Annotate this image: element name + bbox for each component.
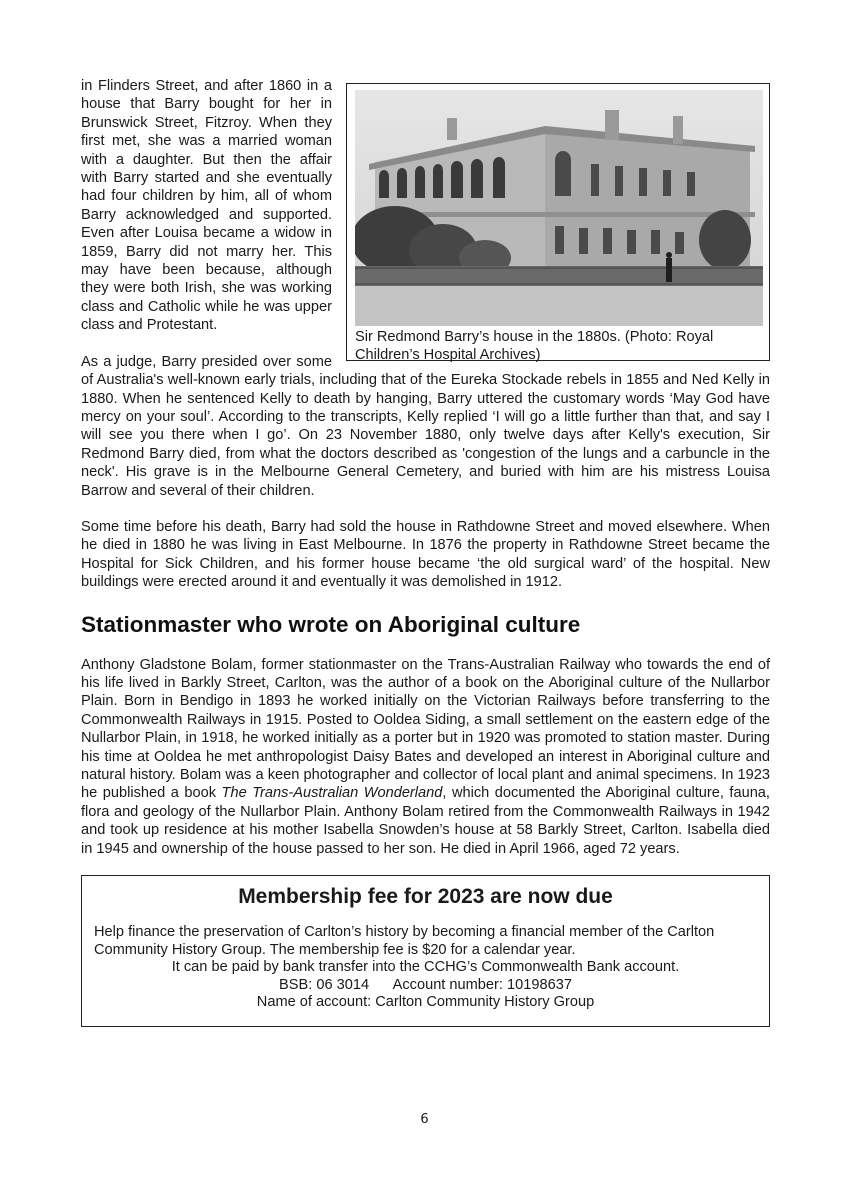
- membership-bank-details: BSB: 06 3014 Account number: 10198637: [279, 976, 572, 993]
- book-title: The Trans-Australian Wonderland: [221, 785, 443, 802]
- page-content: [81, 77, 770, 1027]
- membership-heading: Membership fee for 2023 are now due: [238, 885, 613, 909]
- figure-caption: Sir Redmond Barry’s house in the 1880s. (Photo: Royal Children’s Hospital Archives): [355, 329, 714, 363]
- membership-line-2: It can be paid by bank transfer into the CCHG’s Commonwealth Bank account.: [171, 959, 680, 976]
- page-number: 6: [420, 1112, 429, 1127]
- house-photo: [355, 90, 763, 326]
- paragraph-barry-louisa: in Flinders Street, and after 1860 in a house that Barry bought for her in Brunswick Street, Fitzroy. When they first met, she was a married woman with a daughter. But then the affair with Barry started and she eventually had four children by him, all of whom Barry acknowledged and supported. Even after Louisa became a widow in 1859, Barry did not marry her. This may have been because, although they were both Irish, she was working class and Catholic while he was upper class and Protestant.: [81, 78, 332, 334]
- membership-box: [81, 875, 770, 1027]
- paragraph-barry-judge: As a judge, Barry presided over some of Australia's well-known early trials, including that of the Eureka Stockade rebels in 1855 and Ned Kelly in 1880. When he sentenced Kelly to death by hanging, Barry uttered the customary words ‘May God have mercy on your soul’. According to the transcripts, Kelly replied ‘I will go a little further than that, and say I will see you there when I go’. On 23 November 1880, only twelve days after Kelly's execution, Sir Redmond Barry died, from what the doctors described as 'congestion of the lungs and a carbuncle in the neck'. His grave is in the Melbourne General Cemetery, and buried with him are his mistress Louisa Barrow and several of their children.: [81, 353, 770, 499]
- membership-account-name: Name of account: Carlton Community History Group: [256, 994, 595, 1011]
- membership-line-1: Help finance the preservation of Carlton’s history by becoming a financial member of the Carlton Community History Group. The membership fee is $20 for a calendar year.: [94, 924, 715, 958]
- paragraph-bolam: [81, 656, 770, 858]
- bolam-text-b: , which documented the Aboriginal culture, fauna, flora and geology of the Nullarbor Plain. Anthony Bolam retired from the Commonwealth Railways in 1942 and took up residence at his mother Isabella Snowden’s house at 58 Barkly Street, Carlton. Isabella died in 1945 and ownership of the house passed to her son. He died in April 1966, aged 72 years.: [81, 785, 770, 857]
- bolam-text-a: Anthony Gladstone Bolam, former stationmaster on the Trans-Australian Railway who towards the end of his life lived in Barkly Street, Carlton, was the author of a book on the Aboriginal culture of the Nullarbor Plain. Born in Bendigo in 1893 he worked initially on the Victorian Railways before transferring to the Commonwealth Railways in 1915. Posted to Ooldea Siding, a small settlement on the eastern edge of the Nullarbor Plain, in 1918, he worked initially as a porter but in 1920 was promoted to station master. During his time at Ooldea he met anthropologist Daisy Bates and developed an interest in Aboriginal culture and natural history. Bolam was a keen photographer and collector of local plant and animal specimens. In 1923 he published a book: [81, 656, 770, 802]
- paragraph-house-fate: Some time before his death, Barry had sold the house in Rathdowne Street and moved elsewhere. When he died in 1880 he was living in East Melbourne. In 1876 the property in Rathdowne Street became the Hospital for Sick Children, and his former house became ‘the old surgical ward’ of the hospital. New buildings were erected around it and eventually it was demolished in 1912.: [81, 518, 770, 591]
- section-heading: Stationmaster who wrote on Aboriginal culture: [81, 611, 581, 637]
- house-photo-figure: [346, 83, 770, 361]
